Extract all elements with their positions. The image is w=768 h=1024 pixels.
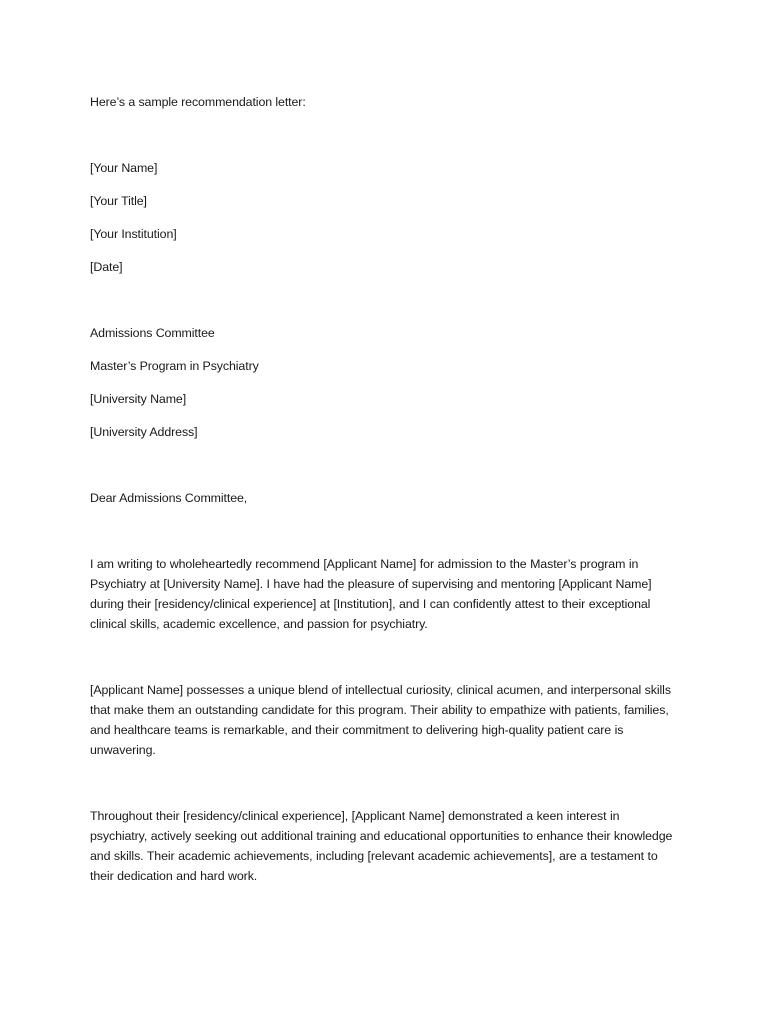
spacer bbox=[90, 178, 680, 191]
paragraph-1: I am writing to wholeheartedly recommend [Applicant Name] for admission to the Master’s program in Psychiatry at [University Name]. I have had the pleasure of supervising and mentoring [Applicant Name] during their [residency/clinical experience] at [Institution], and I can confidently attest to their exceptional clinical skills, academic excellence, and passion for psychiatry. bbox=[90, 557, 652, 631]
recipient-program: Master’s Program in Psychiatry bbox=[90, 359, 259, 373]
sender-name: [Your Name] bbox=[90, 161, 158, 175]
spacer bbox=[90, 244, 680, 257]
spacer bbox=[90, 442, 680, 488]
recipient-committee: Admissions Committee bbox=[90, 326, 215, 340]
spacer bbox=[90, 760, 680, 806]
spacer bbox=[90, 508, 680, 554]
recipient-university: [University Name] bbox=[90, 392, 187, 406]
recipient-address: [University Address] bbox=[90, 425, 198, 439]
spacer bbox=[90, 277, 680, 323]
spacer bbox=[90, 211, 680, 224]
sender-institution: [Your Institution] bbox=[90, 227, 177, 241]
spacer bbox=[90, 409, 680, 422]
letter-date: [Date] bbox=[90, 260, 123, 274]
spacer bbox=[90, 343, 680, 356]
spacer bbox=[90, 376, 680, 389]
paragraph-2: [Applicant Name] possesses a unique blend of intellectual curiosity, clinical acumen, and interpersonal skills that make them an outstanding candidate for this program. Their ability to empathize with patients, families, and healthcare teams is remarkable, and their commitment to delivering high-quality patient care is unwavering. bbox=[90, 683, 671, 757]
spacer bbox=[90, 112, 680, 158]
sender-title: [Your Title] bbox=[90, 194, 147, 208]
salutation: Dear Admissions Committee, bbox=[90, 491, 248, 505]
letter-body bbox=[90, 92, 680, 886]
intro-line: Here’s a sample recommendation letter: bbox=[90, 95, 306, 109]
spacer bbox=[90, 634, 680, 680]
paragraph-3: Throughout their [residency/clinical experience], [Applicant Name] demonstrated a keen interest in psychiatry, actively seeking out additional training and educational opportunities to enhance their knowledge and skills. Their academic achievements, including [relevant academic achievements], are a testament to their dedication and hard work. bbox=[90, 809, 673, 883]
